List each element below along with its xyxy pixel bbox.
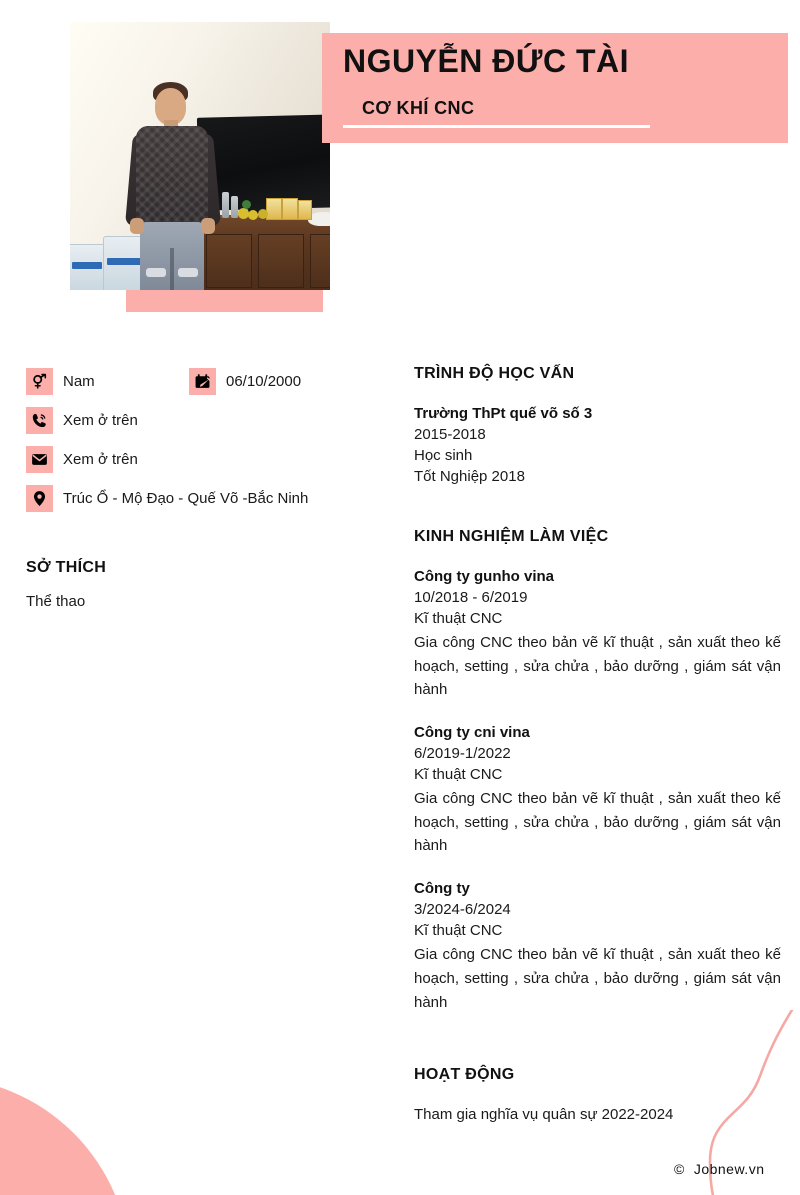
contact-row	[26, 485, 386, 512]
photo-cabinet-door	[258, 234, 304, 288]
left-column	[26, 368, 386, 610]
location-icon	[26, 485, 53, 512]
education-school: Trường ThPt quế võ số 3	[414, 405, 593, 422]
contact-list	[26, 368, 386, 512]
experience-description: Gia công CNC theo bản vẽ kĩ thuật , sản xuất theo kế hoạch, setting , sửa chửa , bảo dưỡng , giám sát vận hành	[414, 634, 781, 699]
photo-fruit	[248, 210, 258, 220]
calendar-icon	[189, 368, 216, 395]
contact-value: Xem ở trên	[63, 412, 138, 429]
photo-person-leg-gap	[170, 248, 174, 290]
photo-bottle	[231, 196, 238, 218]
job-title: CƠ KHÍ CNC	[362, 98, 475, 118]
footer-credit	[674, 1161, 765, 1177]
contact-item-address	[26, 485, 308, 512]
contact-row	[26, 446, 386, 473]
photo-person-jeans-rip	[146, 268, 166, 277]
photo-snackbox	[266, 198, 282, 220]
photo-fruit	[242, 200, 251, 209]
experience-period: 6/2019-1/2022	[414, 745, 511, 763]
experience-period: 3/2024-6/2024	[414, 901, 511, 919]
experience-period: 10/2018 - 6/2019	[414, 589, 528, 606]
copyright-icon: ©	[674, 1161, 685, 1177]
section-title-hobbies: SỞ THÍCH	[26, 559, 107, 576]
contact-item-birthdate	[189, 368, 301, 395]
experience-company: Công ty cni vina	[414, 724, 530, 742]
experience-company: Công ty	[414, 880, 470, 898]
activity-item: Tham gia nghĩa vụ quân sự 2022-2024	[414, 1106, 674, 1124]
experience-position: Kĩ thuật CNC	[414, 922, 503, 940]
page-title: NGUYỄN ĐỨC TÀI	[343, 43, 629, 79]
education-entry	[414, 405, 781, 485]
experience-entry	[414, 880, 781, 1014]
experience-position: Kĩ thuật CNC	[414, 766, 503, 784]
section-title-activities: HOẠT ĐỘNG	[414, 1066, 515, 1084]
email-icon	[26, 446, 53, 473]
contact-value: Nam	[63, 373, 95, 390]
photo-person-hand	[201, 218, 215, 234]
contact-item-email	[26, 446, 138, 473]
photo-cabinet-door	[206, 234, 252, 288]
section-title-experience: KINH NGHIỆM LÀM VIỆC	[414, 528, 609, 545]
experience-entry	[414, 724, 781, 858]
header-underline	[343, 125, 650, 128]
contact-row	[26, 368, 386, 395]
experience-entry	[414, 568, 781, 702]
footer-site: Jobnew.vn	[693, 1161, 765, 1177]
photo-bottle	[222, 192, 229, 218]
education-note: Tốt Nghiệp 2018	[414, 468, 525, 485]
contact-item-phone	[26, 407, 138, 434]
hobby-item: Thể thao	[26, 593, 86, 610]
education-role: Học sinh	[414, 447, 473, 464]
photo-cabinet-door	[310, 234, 330, 288]
photo-person-hand	[130, 218, 144, 234]
photo-person-jeans-rip	[178, 268, 198, 277]
section-title-education: TRÌNH ĐỘ HỌC VẤN	[414, 365, 575, 382]
experience-position: Kĩ thuật CNC	[414, 610, 503, 627]
contact-row	[26, 407, 386, 434]
contact-value: 06/10/2000	[226, 373, 302, 390]
education-period: 2015-2018	[414, 426, 486, 443]
profile-photo	[70, 22, 330, 290]
experience-description: Gia công CNC theo bản vẽ kĩ thuật , sản xuất theo kế hoạch, setting , sửa chửa , bảo dưỡng , giám sát vận hành	[414, 946, 781, 1011]
right-column	[414, 365, 781, 1123]
contact-item-gender	[26, 368, 156, 395]
photo-snackbox	[298, 200, 312, 220]
contact-value: Trúc Ổ - Mộ Đạo - Quế Võ -Bắc Ninh	[63, 490, 309, 507]
gender-icon	[26, 368, 53, 395]
phone-icon	[26, 407, 53, 434]
photo-background	[70, 22, 330, 290]
experience-description: Gia công CNC theo bản vẽ kĩ thuật , sản xuất theo kế hoạch, setting , sửa chửa , bảo dưỡng , giám sát vận hành	[414, 790, 781, 855]
photo-person-torso	[136, 126, 208, 230]
corner-quarter-decoration	[0, 1077, 130, 1195]
photo-waterpack-label	[72, 262, 102, 269]
photo-waterpack-label	[107, 258, 141, 265]
photo-fruit	[258, 209, 268, 219]
photo-snackbox	[282, 198, 298, 220]
contact-value: Xem ở trên	[63, 451, 138, 468]
photo-accent-bar	[126, 290, 323, 312]
experience-company: Công ty gunho vina	[414, 568, 554, 585]
